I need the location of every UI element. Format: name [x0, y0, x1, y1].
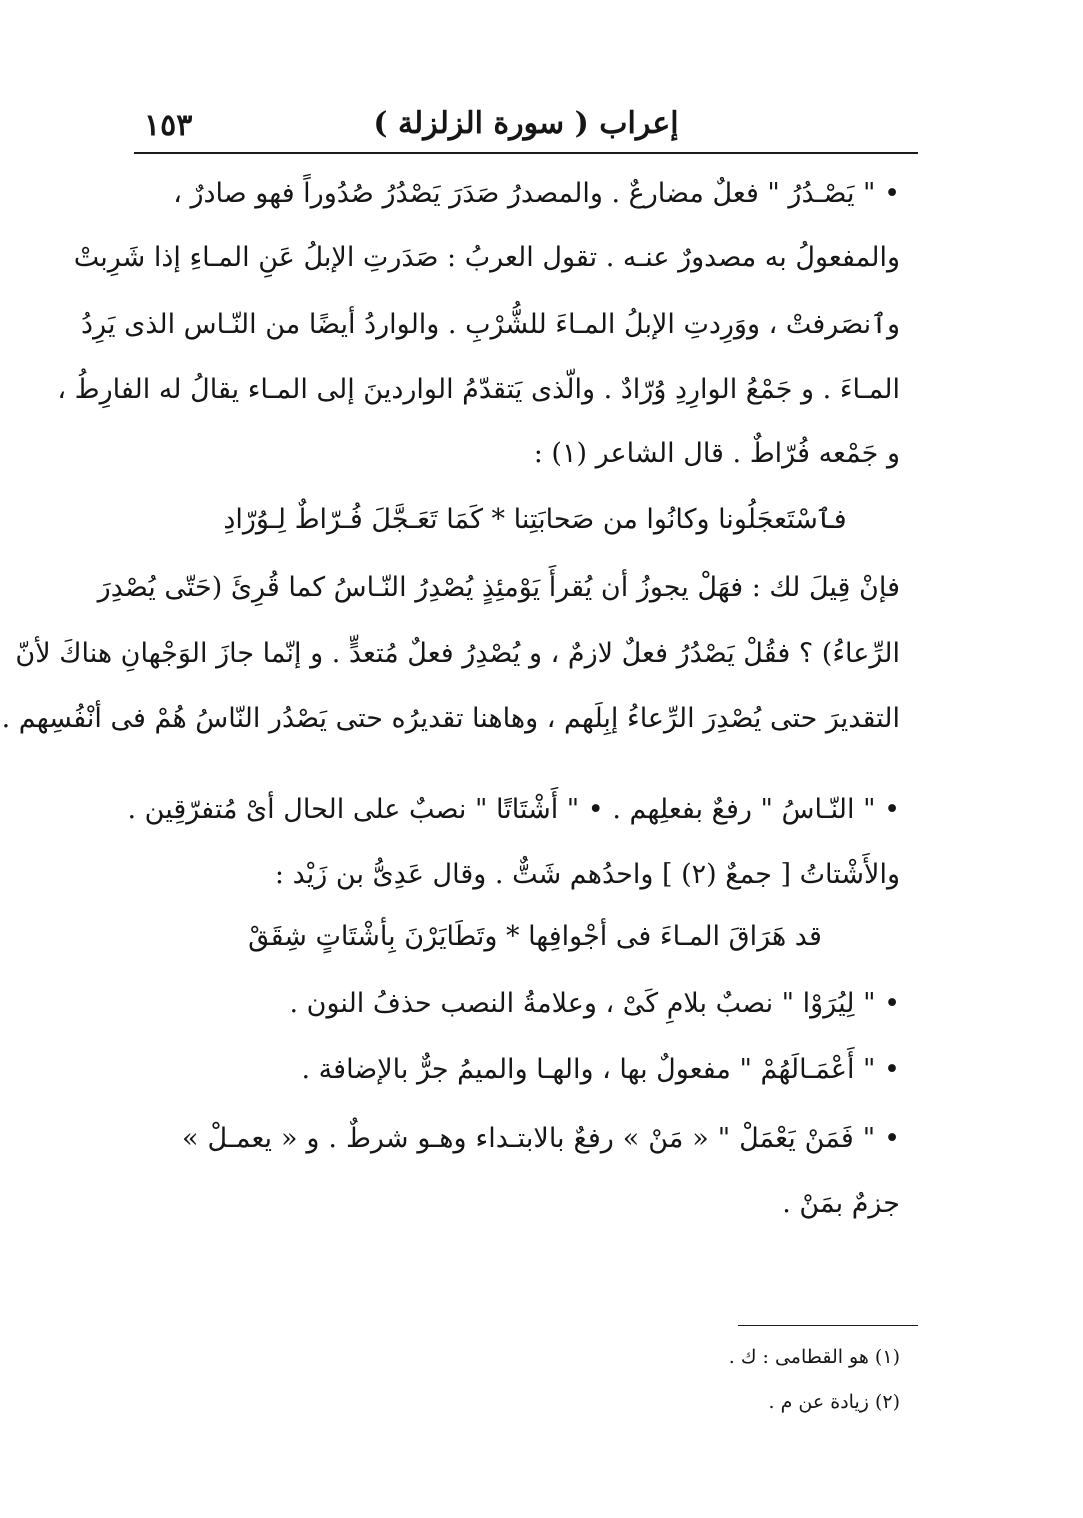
- poetry-verse: قد هَرَاقَ المـاءَ فى أجْوافِها * وتَطَايَرْنَ بِأشْتَاتٍ شِقَقْ: [248, 921, 822, 952]
- body-line: جزمٌ بمَنْ .: [782, 1188, 900, 1219]
- poetry-verse: فٱسْتَعجَلُونا وكانُوا من صَحابَتِنا * كَمَا تَعَـجَّلَ فُـرّاطٌ لِـوُرّادِ: [223, 504, 847, 535]
- body-line: المـاءَ . و جَمْعُ الوارِدِ وُرّادٌ . والّذى يَتقدّمُ الواردينَ إلى المـاء يقالُ له الفارِطُ ،: [57, 374, 900, 405]
- body-line: • " النّـاسُ " رفعٌ بفعلِهم . • " أَشْتَاتًا " نصبٌ على الحال أىْ مُتفرّقِين .: [127, 794, 900, 825]
- body-line: والمفعولُ به مصدورٌ عنـه . تقول العربُ : صَدَرتِ الإبلُ عَنِ المـاءِ إذا شَرِبتْ: [73, 242, 900, 273]
- body-line: الرِّعاءُ) ؟ فقُلْ يَصْدُرُ فعلٌ لازمٌ ، و يُصْدِرُ فعلٌ مُتعدٍّ . و إنّما جازَ الوَجْهانِ هناكَ لأنّ: [15, 638, 900, 669]
- page-header: [134, 96, 918, 154]
- body-line: • " أَعْمَـالَهُمْ " مفعولٌ بها ، والهـا والميمُ جرٌّ بالإضافة .: [301, 1054, 900, 1085]
- body-line: • " يَصْـدُرُ " فعلٌ مضارعٌ . والمصدرُ صَدَرَ يَصْدُرُ صُدُوراً فهو صادرٌ ،: [173, 178, 900, 209]
- body-line: و جَمْعه فُرّاطٌ . قال الشاعر (١) :: [533, 438, 900, 469]
- body-line: والأَشْتاتُ [ جمعٌ (٢) ] واحدُهم شَتٌّ . وقال عَدِىُّ بن زَيْد :: [274, 859, 900, 890]
- body-line: • " فَمَنْ يَعْمَلْ " « مَنْ » رفعٌ بالابتـداء وهـو شرطٌ . و « يعمـلْ »: [182, 1123, 900, 1154]
- running-title: إعراب ( سورة الزلزلة ): [373, 106, 679, 141]
- footnote: (١) هو القطامى : ك .: [728, 1346, 900, 1368]
- footnote: (٢) زيادة عن م .: [768, 1391, 900, 1413]
- footnote-divider: [738, 1325, 918, 1326]
- body-line: وٱنصَرفتْ ، ووَرِدتِ الإبلُ المـاءَ للشُّرْبِ . والواردُ أيضًا من النّـاس الذى يَرِدُ: [81, 309, 900, 340]
- page-number: ١٥٣: [144, 108, 193, 143]
- body-line: التقديرَ حتى يُصْدِرَ الرِّعاءُ إبِلَهم ، وهاهنا تقديرُه حتى يَصْدُر النّاسُ هُمْ فى أنْفُسِهم .: [1, 703, 900, 734]
- body-line: فإنْ قِيلَ لك : فهَلْ يجوزُ أن يُقرأَ يَوْمئِذٍ يُصْدِرُ النّـاسُ كما قُرِئَ (حَتّى يُصْدِرَ: [97, 572, 900, 603]
- body-line: • " لِيُرَوْا " نصبٌ بلامِ كَىْ ، وعلامةُ النصب حذفُ النون .: [289, 988, 900, 1019]
